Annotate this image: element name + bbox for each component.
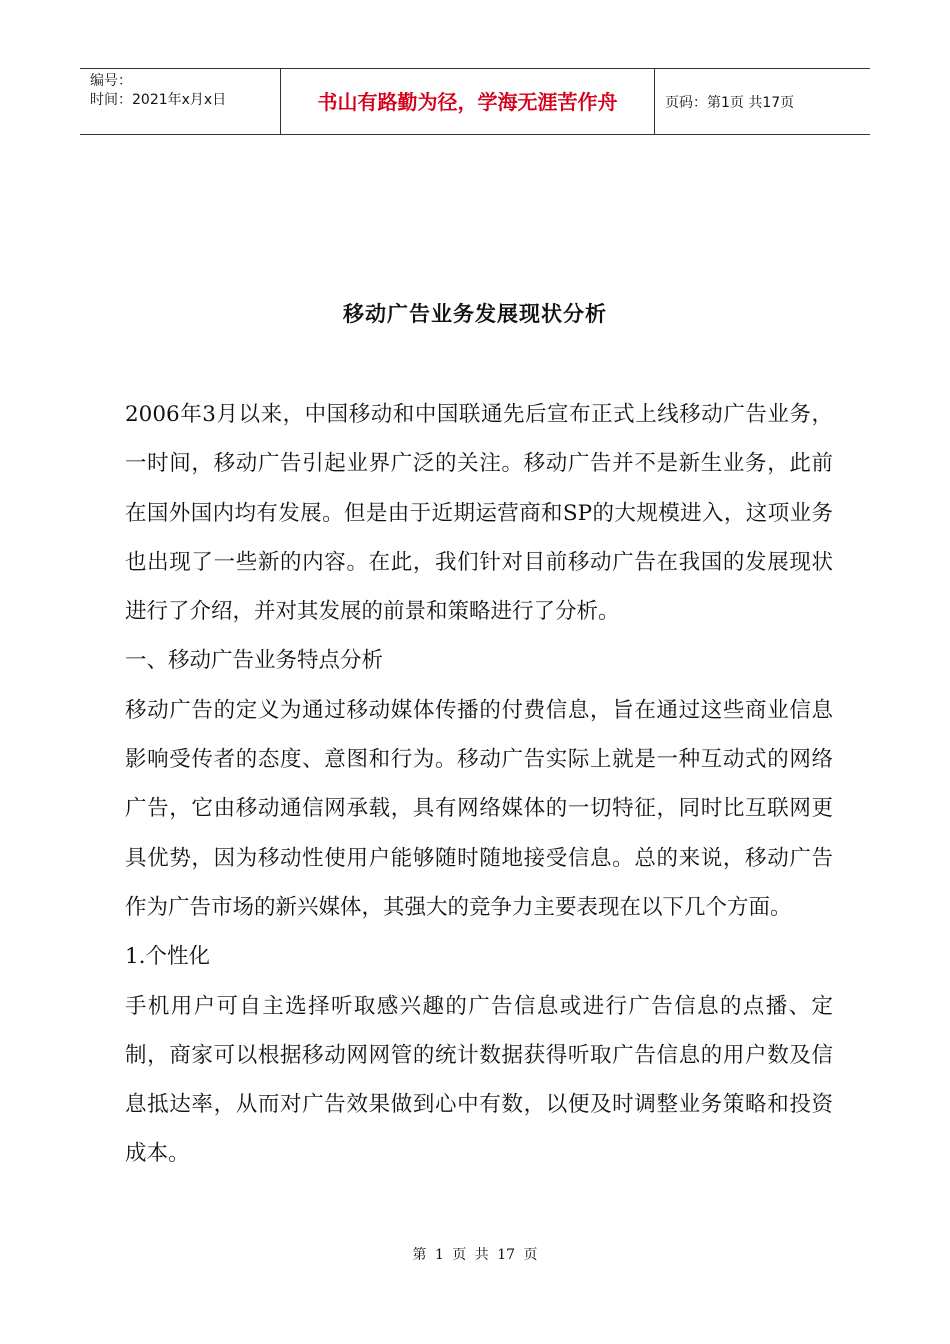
header-meta-cell [80, 69, 281, 134]
document-number-label: 编号： [90, 73, 132, 89]
paragraph-intro: 2006年3月以来，中国移动和中国联通先后宣布正式上线移动广告业务，一时间，移动广告引起业界广泛的关注。移动广告并不是新生业务，此前在国外国内均有发展。但是由于近期运营商和SP的大规模进入，这项业务也出现了一些新的内容。在此，我们针对目前移动广告在我国的发展现状进行了介绍，并对其发展的前景和策略进行了分析。 [125, 402, 833, 625]
document-time-label: 时间：2021年x月x日 [90, 92, 227, 108]
document-header [80, 68, 870, 135]
section-heading: 一、移动广告业务特点分析 [125, 648, 384, 674]
header-motto: 书山有路勤为径，学海无涯苦作舟 [281, 69, 655, 134]
paragraph-definition: 移动广告的定义为通过移动媒体传播的付费信息，旨在通过这些商业信息影响受传者的态度、意图和行为。移动广告实际上就是一种互动式的网络广告，它由移动通信网承载，具有网络媒体的一切特征，同时比互联网更具优势，因为移动性使用户能够随时随地接受信息。总的来说，移动广告作为广告市场的新兴媒体，其强大的竞争力主要表现在以下几个方面。 [125, 697, 833, 920]
paragraph-personalization: 手机用户可自主选择听取感兴趣的广告信息或进行广告信息的点播、定制，商家可以根据移动网网管的统计数据获得听取广告信息的用户数及信息抵达率，从而对广告效果做到心中有数，以便及时调整业务策略和投资成本。 [125, 993, 833, 1167]
subsection-heading: 1.个性化 [125, 944, 211, 970]
header-page-info: 页码：第1页 共17页 [665, 94, 795, 111]
page-footer: 第 1 页 共 17 页 [412, 1247, 538, 1263]
document-body [125, 390, 833, 1179]
document-title: 移动广告业务发展现状分析 [343, 302, 607, 326]
